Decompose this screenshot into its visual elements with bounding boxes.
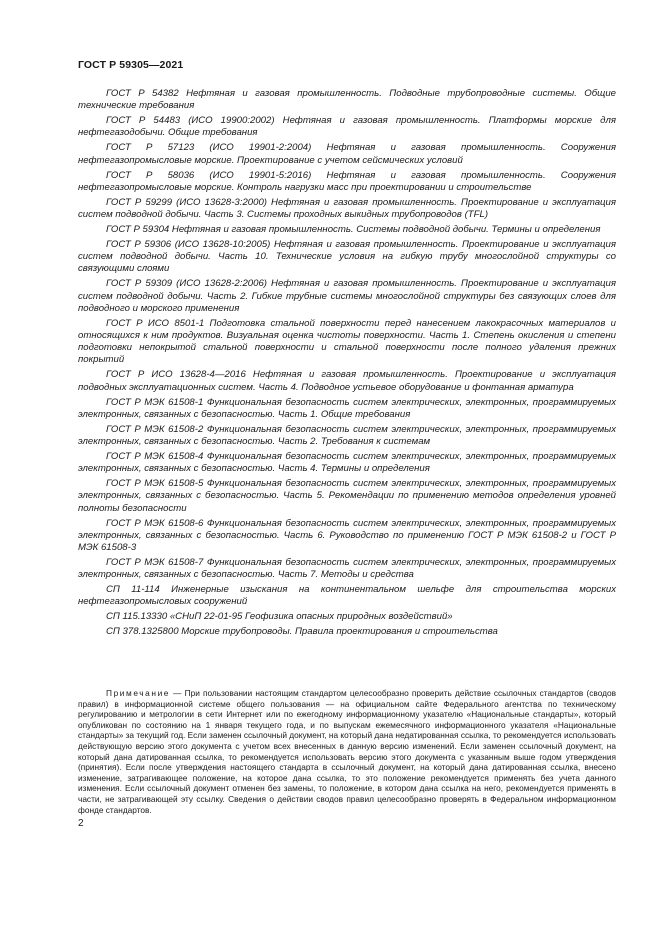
- reference-item: ГОСТ Р МЭК 61508-7 Функциональная безопасность систем электрических, электронных, программируемых электронных, связанных с безопасностью. Часть 7. Методы и средства: [78, 557, 616, 581]
- reference-item: ГОСТ Р 54483 (ИСО 19900:2002) Нефтяная и газовая промышленность. Платформы морские для нефтегазодобычи. Общие требования: [78, 115, 616, 139]
- reference-item: СП 11-114 Инженерные изыскания на континентальном шельфе для строительства морских нефтегазопромысловых сооружений: [78, 584, 616, 608]
- reference-item: ГОСТ Р 54382 Нефтяная и газовая промышленность. Подводные трубопроводные системы. Общие технические требования: [78, 88, 616, 112]
- note-text: — При пользовании настоящим стандартом целесообразно проверить действие ссылочных стандартов (сводов правил) в информационной системе общего пользования — на официальном сайте Федерального агентства по техническому регулированию и метрологии в сети Интернет или по ежегодному информационному указателю «Национальные стандарты», который опубликован по состоянию на 1 января текущего года, и по выпускам ежемесячного информационного указателя «Национальные стандарты» за текущий год. Если заменен ссылочный документ, на который дана недатированная ссылка, то рекомендуется использовать действующую версию этого документа с учетом всех внесенных в данную версию изменений. Если заменен ссылочный документ, на который дана датированная ссылка, то рекомендуется использовать версию этого документа с указанным выше годом утверждения (принятия). Если после утверждения настоящего стандарта в ссылочный документ, на который дана датированная ссылка, внесено изменение, затрагивающее положение, на которое дана ссылка, то это положение рекомендуется применять без учета данного изменения. Если ссылочный документ отменен без замены, то положение, в котором дана ссылка на него, рекомендуется применять в части, не затрагивающей эту ссылку. Сведения о действии сводов правил целесообразно проверять в Федеральном информационном фонде стандартов.: [78, 688, 617, 815]
- reference-item: ГОСТ Р 59304 Нефтяная и газовая промышленность. Системы подводной добычи. Термины и определения: [106, 224, 601, 236]
- reference-item: ГОСТ Р МЭК 61508-4 Функциональная безопасность систем электрических, электронных, программируемых электронных, связанных с безопасностью. Часть 4. Термины и определения: [78, 451, 616, 475]
- reference-item: ГОСТ Р 59309 (ИСО 13628-2:2006) Нефтяная и газовая промышленность. Проектирование и эксплуатация систем подводной добычи. Часть 2. Гибкие трубные системы многослойной структуры без связующих слоев для подводного и морского применения: [78, 278, 616, 314]
- note-label: Примечание: [106, 688, 171, 698]
- reference-item: ГОСТ Р ИСО 13628-4—2016 Нефтяная и газовая промышленность. Проектирование и эксплуатация подводных эксплуатационных систем. Часть 4. Подводное устьевое оборудование и фонтанная арматура: [78, 369, 616, 393]
- reference-item: ГОСТ Р МЭК 61508-2 Функциональная безопасность систем электрических, электронных, программируемых электронных, связанных с безопасностью. Часть 2. Требования к системам: [78, 423, 616, 448]
- reference-item: СП 115.13330 «СНиП 22-01-95 Геофизика опасных природных воздействий»: [106, 611, 453, 623]
- document-header-id: ГОСТ Р 59305—2021: [78, 59, 184, 71]
- reference-item: ГОСТ Р 57123 (ИСО 19901-2:2004) Нефтяная и газовая промышленность. Сооружения нефтегазопромысловые морские. Проектирование с учетом сейсмических условий: [78, 142, 616, 166]
- reference-item: ГОСТ Р 59306 (ИСО 13628-10:2005) Нефтяная и газовая промышленность. Проектирование и эксплуатация систем подводной добычи. Часть 10. Технические условия на гибкую трубу многослойной структуры со связующими слоями: [78, 239, 616, 275]
- reference-item: ГОСТ Р МЭК 61508-5 Функциональная безопасность систем электрических, электронных, программируемых электронных, связанных с безопасностью. Часть 5. Рекомендации по применению методов определения уровней полноты безопасности: [78, 478, 616, 514]
- note-paragraph: [78, 688, 616, 815]
- reference-item: ГОСТ Р ИСО 8501-1 Подготовка стальной поверхности перед нанесением лакокрасочных материалов и относящихся к ним продуктов. Визуальная оценка чистоты поверхности. Часть 1. Степень окисления и степени подготовки непокрытой стальной поверхности и стальной поверхности после полного удаления прежних покрытий: [78, 317, 616, 366]
- reference-item: ГОСТ Р МЭК 61508-1 Функциональная безопасность систем электрических, электронных, программируемых электронных, связанных с безопасностью. Часть 1. Общие требования: [78, 396, 616, 420]
- reference-item: СП 378.1325800 Морские трубопроводы. Правила проектирования и строительства: [106, 626, 498, 638]
- normative-references-list: [78, 88, 616, 641]
- page-number: 2: [78, 818, 84, 829]
- reference-item: ГОСТ Р 59299 (ИСО 13628-3:2000) Нефтяная и газовая промышленность. Проектирование и эксплуатация систем подводной добычи. Часть 3. Системы проходных выкидных трубопроводов (TFL): [78, 196, 616, 221]
- reference-item: ГОСТ Р МЭК 61508-6 Функциональная безопасность систем электрических, электронных, программируемых электронных, связанных с безопасностью. Часть 6. Руководство по применению ГОСТ Р МЭК 61508-2 и ГОСТ Р МЭК 61508-3: [78, 517, 616, 554]
- reference-item: ГОСТ Р 58036 (ИСО 19901-5:2016) Нефтяная и газовая промышленность. Сооружения нефтегазопромысловые морские. Контроль нагрузки масс при проектировании и строительстве: [78, 169, 616, 193]
